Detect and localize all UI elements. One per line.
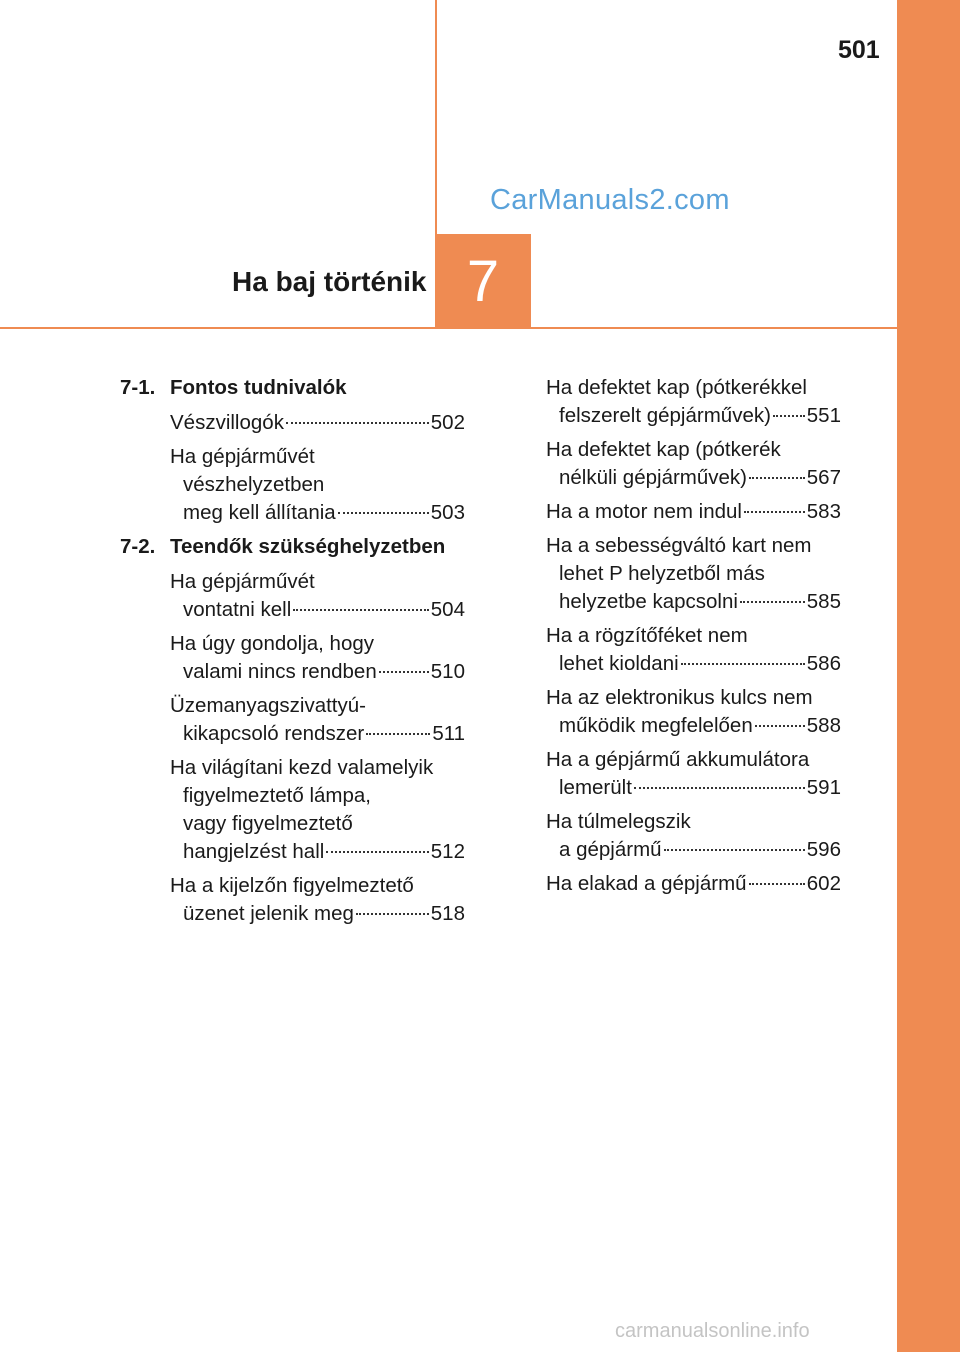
toc-entry-last-line — [170, 900, 465, 928]
toc-entry-text: lemerült — [559, 776, 632, 799]
chapter-title: Ha baj történik — [232, 266, 427, 297]
chapter-number-box — [435, 234, 531, 329]
toc-entry-last-line — [546, 870, 841, 898]
toc-entry[interactable] — [546, 532, 841, 616]
toc-entry-line: Ha úgy gondolja, hogy — [170, 632, 375, 655]
toc-entry-line: Ha gépjárművét — [170, 445, 315, 468]
toc-page-number: 596 — [806, 838, 841, 861]
dot-leader — [749, 883, 805, 885]
toc-section-heading — [120, 374, 465, 402]
toc-entry-line: Ha világítani kezd valamelyik — [170, 756, 434, 779]
toc-entry-last-line — [546, 588, 841, 616]
toc-entry[interactable] — [546, 808, 841, 864]
toc-entry-line: Ha defektet kap (pótkerékkel — [546, 376, 807, 399]
toc-entry[interactable] — [170, 409, 465, 437]
toc-entry-last-line — [170, 499, 465, 527]
toc-entry-text: üzenet jelenik meg — [183, 902, 354, 925]
toc-right-column — [546, 374, 841, 904]
toc-entry[interactable] — [170, 630, 465, 686]
toc-page-number: 602 — [806, 872, 841, 895]
toc-entry-last-line — [546, 402, 841, 430]
toc-entry-line: Ha a kijelzőn figyelmeztető — [170, 874, 414, 897]
toc-page-number: 586 — [806, 652, 841, 675]
toc-entry[interactable] — [170, 754, 465, 866]
toc-entry-text: működik megfelelően — [559, 714, 753, 737]
toc-entry-text: Vészvillogók — [170, 411, 284, 434]
toc-entry-text: lehet kioldani — [559, 652, 679, 675]
toc-entry-line: Ha a sebességváltó kart nem — [546, 534, 812, 557]
dot-leader — [755, 725, 805, 727]
toc-page-number: 583 — [806, 500, 841, 523]
toc-entry-line: Üzemanyagszivattyú- — [170, 694, 366, 717]
toc-entry-line: vagy figyelmeztető — [183, 812, 353, 835]
toc-entry[interactable] — [546, 746, 841, 802]
dot-leader — [634, 787, 805, 789]
section-number: 7-2. — [120, 535, 156, 558]
toc-entry[interactable] — [546, 436, 841, 492]
toc-entry-last-line — [546, 712, 841, 740]
page-number: 501 — [838, 36, 880, 64]
section-number: 7-1. — [120, 376, 156, 399]
toc-page-number: 591 — [806, 776, 841, 799]
toc-page-number: 504 — [430, 598, 465, 621]
toc-page-number: 588 — [806, 714, 841, 737]
toc-entry-line: Ha gépjárművét — [170, 570, 315, 593]
toc-entry-text: nélküli gépjárművek) — [559, 466, 748, 489]
dot-leader — [681, 663, 805, 665]
toc-page-number: 512 — [430, 840, 465, 863]
dot-leader — [286, 422, 429, 424]
dot-leader — [749, 477, 805, 479]
toc-page-number: 518 — [430, 902, 465, 925]
toc-page-number: 511 — [432, 722, 465, 745]
dot-leader — [379, 671, 429, 673]
toc-entry-text: Ha a motor nem indul — [546, 500, 742, 523]
toc-entry-line: Ha a gépjármű akkumulátora — [546, 748, 810, 771]
toc-entry-line: Ha az elektronikus kulcs nem — [546, 686, 813, 709]
toc-entry-line: vészhelyzetben — [183, 473, 325, 496]
toc-entry-line: Ha túlmelegszik — [546, 810, 691, 833]
toc-page-number: 567 — [806, 466, 841, 489]
dot-leader — [326, 851, 428, 853]
toc-entry-last-line — [546, 498, 841, 526]
toc-entry[interactable] — [546, 622, 841, 678]
toc-entry-text: meg kell állítania — [183, 501, 336, 524]
watermark-bottom: carmanualsonline.info — [615, 1320, 810, 1342]
toc-entry[interactable] — [170, 443, 465, 527]
section-title: Teendők szükséghelyzetben — [170, 535, 446, 558]
toc-entry-text: hangjelzést hall — [183, 840, 325, 863]
toc-entry-line: figyelmeztető lámpa, — [183, 784, 372, 807]
toc-entry-line: lehet P helyzetből más — [559, 562, 765, 585]
toc-entry-last-line — [546, 650, 841, 678]
dot-leader — [773, 415, 805, 417]
toc-page-number: 503 — [430, 501, 465, 524]
toc-entry-text: helyzetbe kapcsolni — [559, 590, 738, 613]
toc-entry-text: vontatni kell — [183, 598, 292, 621]
toc-entry[interactable] — [170, 872, 465, 928]
toc-entry-last-line — [546, 464, 841, 492]
side-color-strip — [897, 0, 960, 1352]
toc-entry-line: Ha defektet kap (pótkerék — [546, 438, 781, 461]
toc-page-number: 585 — [806, 590, 841, 613]
watermark-top: CarManuals2.com — [490, 184, 730, 216]
toc-section-heading — [120, 533, 465, 561]
dot-leader — [744, 511, 805, 513]
toc-entry-text: Ha elakad a gépjármű — [546, 872, 747, 895]
toc-entry[interactable] — [546, 498, 841, 526]
dot-leader — [664, 849, 805, 851]
toc-page-number: 510 — [430, 660, 465, 683]
dot-leader — [338, 512, 429, 514]
toc-entry-line: Ha a rögzítőféket nem — [546, 624, 748, 647]
toc-entry-last-line — [170, 658, 465, 686]
toc-entry-text: kikapcsoló rendszer — [183, 722, 365, 745]
toc-left-column — [120, 374, 465, 934]
section-title: Fontos tudnivalók — [170, 376, 347, 399]
toc-page-number: 551 — [806, 404, 841, 427]
dot-leader — [356, 913, 429, 915]
toc-entry-last-line — [170, 596, 465, 624]
toc-page-number: 502 — [430, 411, 465, 434]
dot-leader — [366, 733, 430, 735]
dot-leader — [293, 609, 429, 611]
vertical-rule — [435, 0, 437, 235]
toc-entry-text: a gépjármű — [559, 838, 662, 861]
toc-entry-text: valami nincs rendben — [183, 660, 377, 683]
toc-entry[interactable] — [546, 870, 841, 898]
toc-entry-last-line — [546, 774, 841, 802]
toc-entry[interactable] — [170, 692, 465, 748]
dot-leader — [740, 601, 805, 603]
toc-entry-last-line — [170, 720, 465, 748]
toc-entry-last-line — [170, 409, 465, 437]
toc-entry[interactable] — [546, 684, 841, 740]
chapter-number: 7 — [466, 249, 500, 314]
toc-entry[interactable] — [170, 568, 465, 624]
toc-entry-last-line — [546, 836, 841, 864]
toc-entry-text: felszerelt gépjárművek) — [559, 404, 771, 427]
toc-entry[interactable] — [546, 374, 841, 430]
toc-entry-last-line — [170, 838, 465, 866]
